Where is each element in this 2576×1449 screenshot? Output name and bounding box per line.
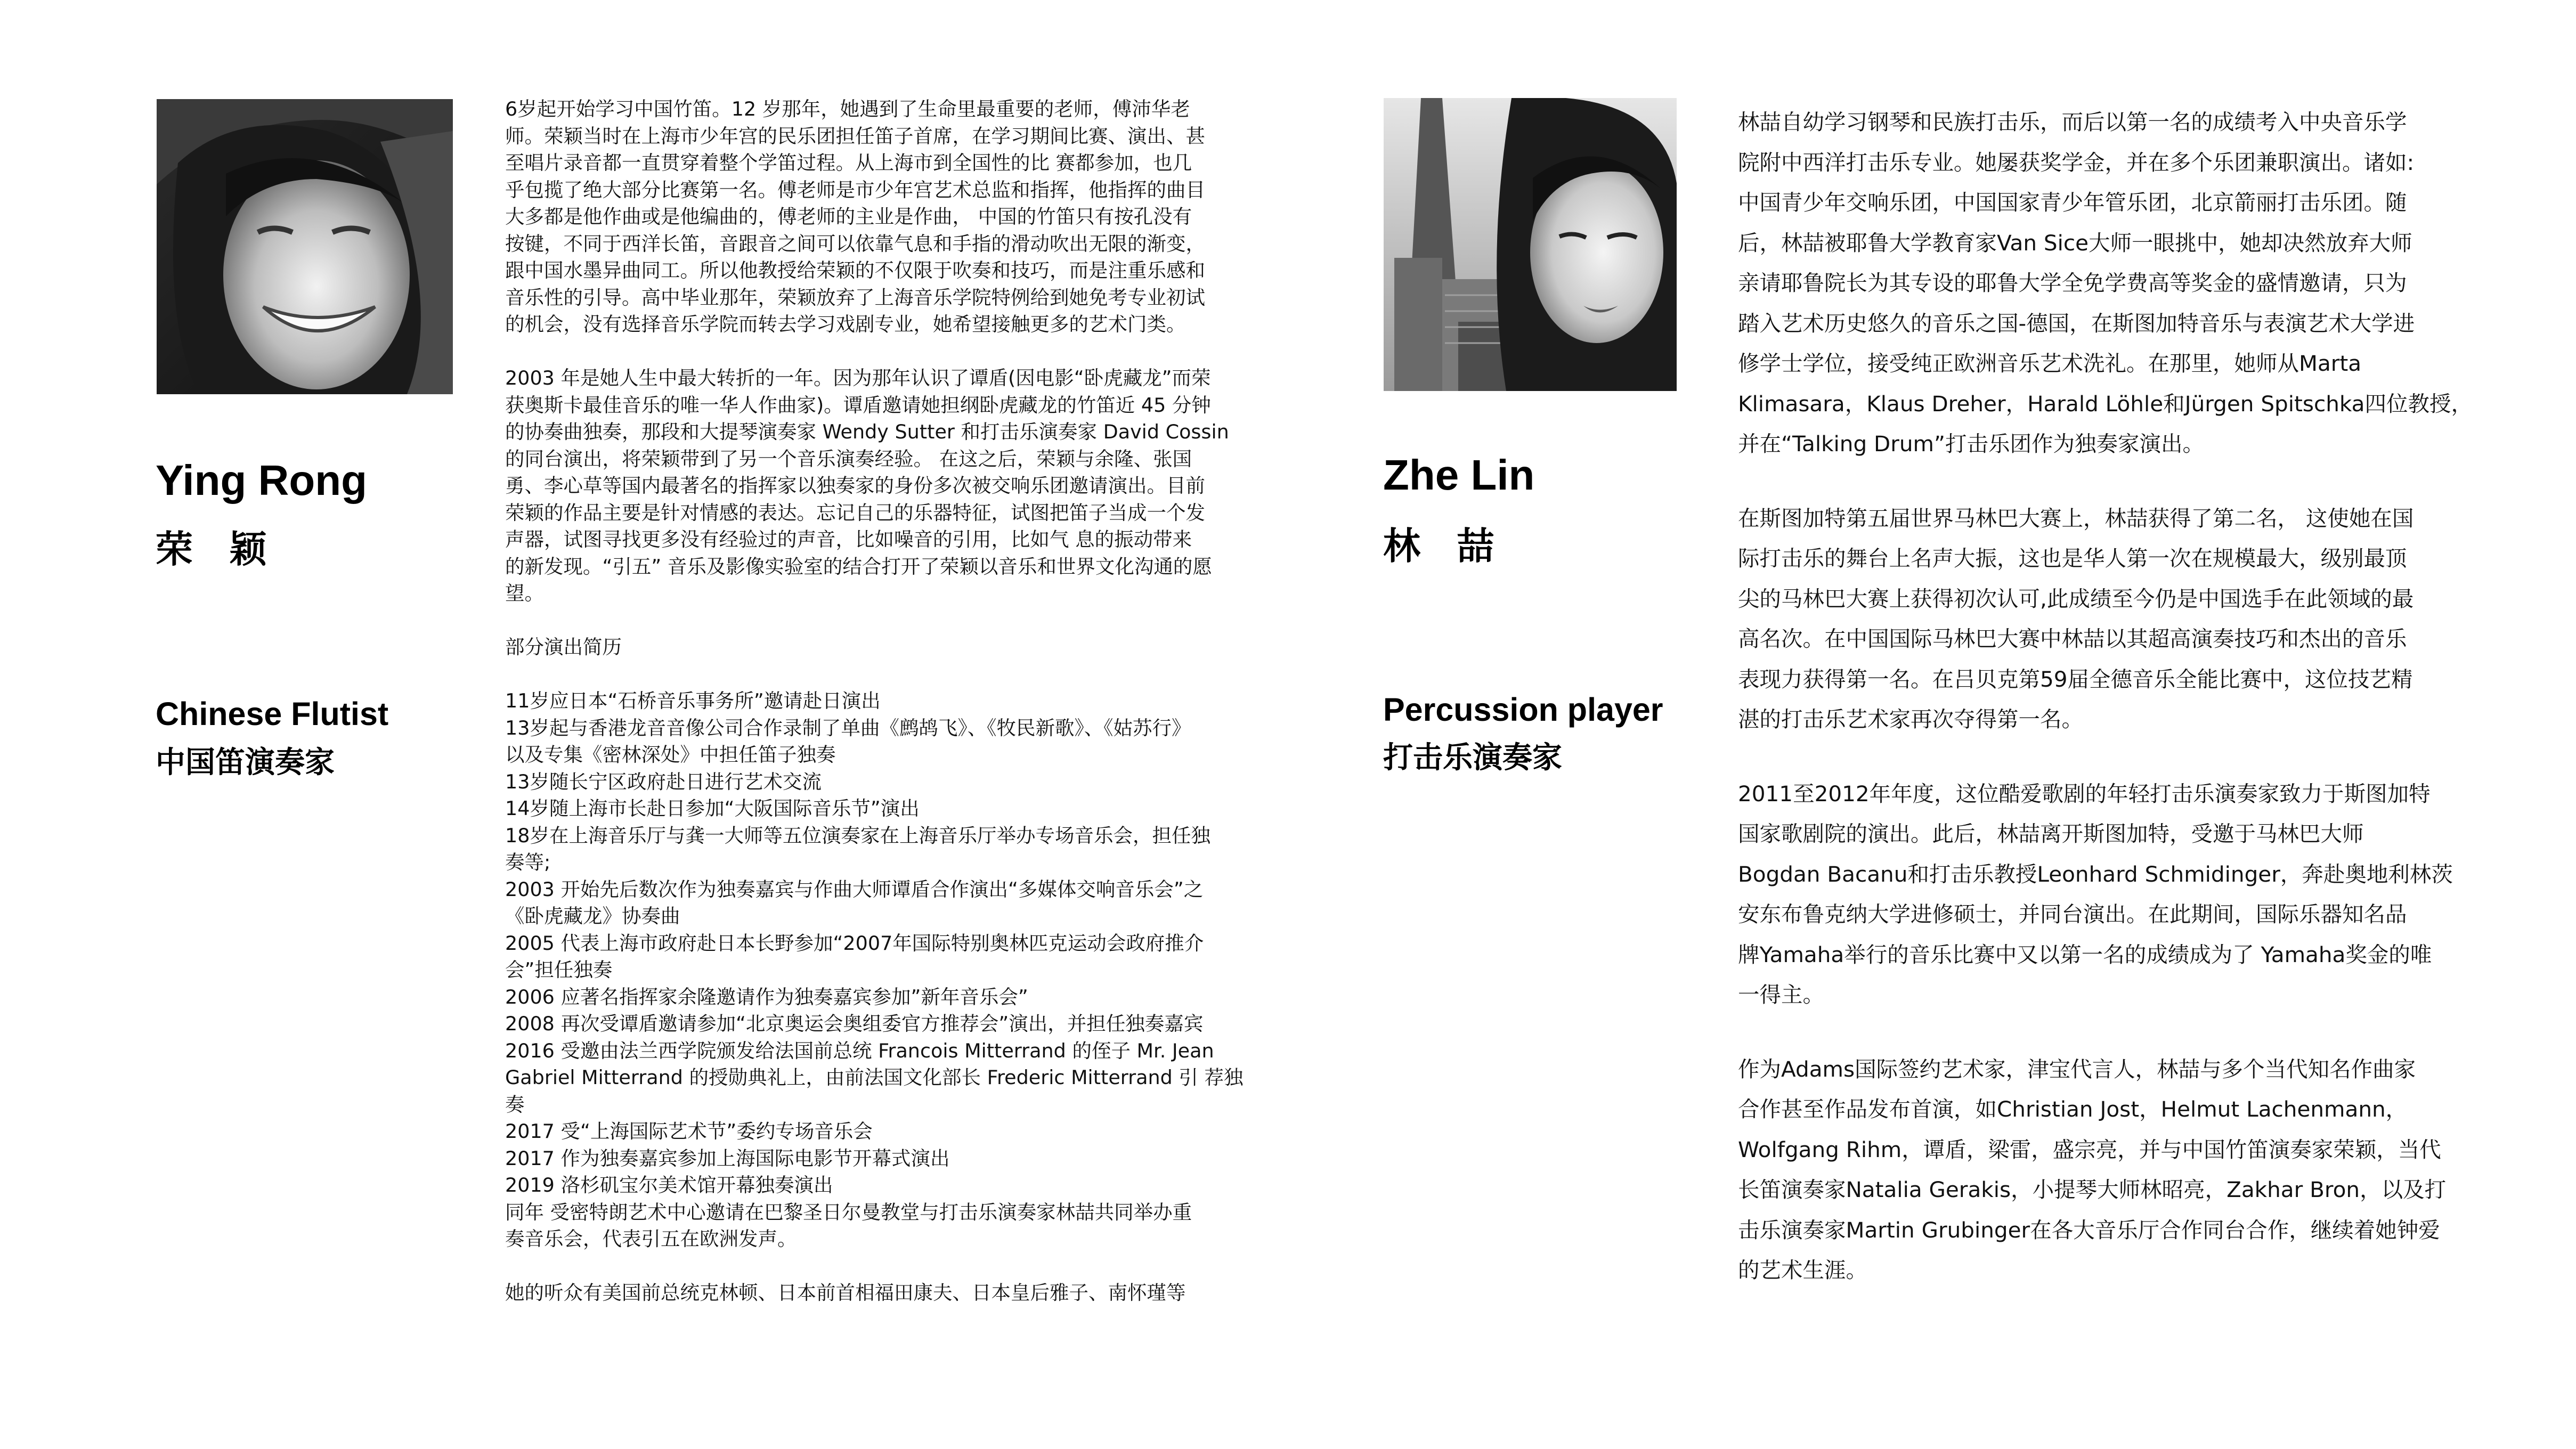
- biography-line: 奏: [505, 1093, 525, 1116]
- biography-line: 同年 受密特朗艺术中心邀请在巴黎圣日尔曼教堂与打击乐演奏家林喆共同举办重: [505, 1200, 1192, 1224]
- biography-line: 并在“Talking Drum”打击乐团作为独奏家演出。: [1738, 431, 2204, 457]
- ying-rong-role-zh: 中国笛演奏家: [156, 745, 335, 780]
- biography-line: 11岁应日本“石桥音乐事务所”邀请赴日演出: [505, 689, 881, 712]
- zhe-lin-name-en: Zhe Lin: [1383, 451, 1535, 499]
- ying-rong-biography: [505, 96, 1295, 1307]
- biography-line: [505, 607, 1295, 634]
- biography-line: 2016 受邀由法兰西学院颁发给法国前总统 Francois Mitterrand 的侄子 Mr. Jean: [505, 1039, 1214, 1062]
- biography-line: [505, 661, 1295, 688]
- biography-line: 6岁起开始学习中国竹笛。12 岁那年，她遇到了生命里最重要的老师，傅沛华老: [505, 97, 1190, 120]
- biography-line: 在斯图加特第五届世界马林巴大赛上，林喆获得了第二名， 这使她在国: [1738, 505, 2414, 531]
- biography-line: 2017 受“上海国际艺术节”委约专场音乐会: [505, 1120, 873, 1143]
- biography-line: 的机会，没有选择音乐学院而转去学习戏剧专业，她希望接触更多的艺术门类。: [505, 313, 1186, 336]
- zhe-lin-name-zh: 林 喆: [1383, 524, 1506, 568]
- biography-line: 2011至2012年年度，这位酷爱歌剧的年轻打击乐演奏家致力于斯图加特: [1738, 780, 2431, 807]
- biography-line: 14岁随上海市长赴日参加“大阪国际音乐节”演出: [505, 797, 920, 820]
- ying-rong-name-en: Ying Rong: [156, 457, 367, 504]
- biography-line: 作为Adams国际签约艺术家，津宝代言人，林喆与多个当代知名作曲家: [1738, 1056, 2416, 1082]
- biography-paragraph: [1738, 102, 2476, 465]
- biography-line: 13岁起与香港龙音音像公司合作录制了单曲《鹧鸪飞》、《牧民新歌》、《姑苏行》: [505, 716, 1191, 739]
- biography-line: 音乐性的引导。高中毕业那年，荣颖放弃了上海音乐学院特例给到她免考专业初试: [505, 286, 1205, 309]
- biography-line: 际打击乐的舞台上名声大振，这也是华人第一次在规模最大，级别最顶: [1738, 546, 2407, 571]
- biography-line: 湛的打击乐艺术家再次夺得第一名。: [1738, 706, 2083, 732]
- biography-line: 的同台演出，将荣颖带到了另一个音乐演奏经验。 在这之后，荣颖与余隆、张国: [505, 447, 1192, 470]
- biography-line: 至唱片录音都一直贯穿着整个学笛过程。从上海市到全国性的比 赛都参加，也几: [505, 151, 1192, 174]
- biography-line: 后，林喆被耶鲁大学教育家Van Sice大师一眼挑中，她却决然放弃大师: [1738, 230, 2412, 256]
- biography-line: 踏入艺术历史悠久的音乐之国-德国，在斯图加特音乐与表演艺术大学进: [1738, 310, 2415, 336]
- biography-line: 勇、李心草等国内最著名的指挥家以独奏家的身份多次被交响乐团邀请演出。目前: [505, 474, 1205, 497]
- biography-line: 2003 开始先后数次作为独奏嘉宾与作曲大师谭盾合作演出“多媒体交响音乐会”之: [505, 877, 1204, 901]
- biography-line: 尖的马林巴大赛上获得初次认可,此成绩至今仍是中国选手在此领域的最: [1738, 585, 2414, 612]
- biography-line: 2008 再次受谭盾邀请参加“北京奥运会奥组委官方推荐会”演出，并担任独奏嘉宾: [505, 1012, 1204, 1035]
- biography-line: 部分演出简历: [505, 636, 622, 658]
- biography-line: [505, 1253, 1295, 1280]
- biography-line: 表现力获得第一名。在吕贝克第59届全德音乐全能比赛中，这位技艺精: [1738, 666, 2413, 692]
- biography-line: 长笛演奏家Natalia Gerakis，小提琴大师林昭亮，Zakhar Bron，以及打: [1738, 1177, 2447, 1202]
- biography-line: 的协奏曲独奏，那段和大提琴演奏家 Wendy Sutter 和打击乐演奏家 David Cossin: [505, 420, 1229, 443]
- biography-line: 13岁随长宁区政府赴日进行艺术交流: [505, 770, 822, 793]
- biography-line: Gabriel Mitterrand 的授勋典礼上，由前法国文化部长 Frederic Mitterrand 引 荐独: [505, 1066, 1244, 1089]
- biography-line: 林喆自幼学习钢琴和民族打击乐，而后以第一名的成绩考入中央音乐学: [1738, 109, 2407, 135]
- biography-line: 跟中国水墨异曲同工。所以他教授给荣颖的不仅限于吹奏和技巧，而是注重乐感和: [505, 259, 1205, 282]
- biography-line: 修学士学位，接受纯正欧洲音乐艺术洗礼。在那里，她师从Marta: [1738, 351, 2362, 376]
- biography-line: 牌Yamaha举行的音乐比赛中又以第一名的成绩成为了 Yamaha奖金的唯: [1738, 941, 2432, 967]
- biography-line: 的艺术生涯。: [1738, 1257, 1867, 1283]
- biography-line: 望。: [505, 582, 544, 605]
- biography-line: 2019 洛杉矶宝尔美术馆开幕独奏演出: [505, 1174, 833, 1196]
- biography-line: 安东布鲁克纳大学进修硕士，并同台演出。在此期间，国际乐器知名品: [1738, 901, 2407, 927]
- ying-rong-role-en: Chinese Flutist: [156, 696, 389, 732]
- biography-line: 高名次。在中国国际马林巴大赛中林喆以其超高演奏技巧和杰出的音乐: [1738, 626, 2407, 652]
- biography-line: 击乐演奏家Martin Grubinger在各大音乐厅合作同台合作，继续着她钟爱: [1738, 1217, 2440, 1243]
- biography-line: 乎包揽了绝大部分比赛第一名。傅老师是市少年宫艺术总监和指挥，他指挥的曲目: [505, 178, 1205, 201]
- biography-line: 她的听众有美国前总统克林顿、日本前首相福田康夫、日本皇后雅子、南怀瑾等: [505, 1281, 1186, 1304]
- biography-line: 中国青少年交响乐团，中国国家青少年管乐团，北京箭丽打击乐团。随: [1738, 190, 2407, 215]
- biography-line: 亲请耶鲁院长为其专设的耶鲁大学全免学费高等奖金的盛情邀请，只为: [1738, 270, 2407, 296]
- biography-line: 一得主。: [1738, 982, 1824, 1007]
- biography-line: 18岁在上海音乐厅与龚一大师等五位演奏家在上海音乐厅举办专场音乐会，担任独: [505, 824, 1210, 847]
- biography-line: 按键，不同于西洋长笛，音跟音之间可以依靠气息和手指的滑动吹出无限的渐变，: [505, 232, 1205, 255]
- biography-line: 院附中西洋打击乐专业。她屡获奖学金，并在多个乐团兼职演出。诸如:: [1738, 149, 2415, 175]
- biography-line: 合作甚至作品发布首演，如Christian Jost，Helmut Lachenmann，: [1738, 1096, 2408, 1122]
- biography-paragraph: [1738, 499, 2476, 740]
- zhe-lin-role-zh: 打击乐演奏家: [1383, 740, 1562, 775]
- biography-line: 荣颖的作品主要是针对情感的表达。忘记自己的乐器特征，试图把笛子当成一个发: [505, 501, 1205, 524]
- ying-rong-portrait: [157, 99, 453, 394]
- biography-line: 师。荣颖当时在上海市少年宫的民乐团担任笛子首席，在学习期间比赛、演出、甚: [505, 124, 1205, 148]
- zhe-lin-biography: [1738, 102, 2476, 1325]
- ying-rong-name-zh: 荣 颖: [156, 527, 279, 571]
- biography-line: 2003 年是她人生中最大转折的一年。因为那年认识了谭盾(因电影“卧虎藏龙”而荣: [505, 367, 1211, 389]
- biography-line: 《卧虎藏龙》协奏曲: [505, 905, 680, 927]
- biography-line: 奏音乐会，代表引五在欧洲发声。: [505, 1227, 797, 1250]
- biography-line: 以及专集《密林深处》中担任笛子独奏: [505, 743, 836, 766]
- biography-paragraph: [1738, 774, 2476, 1015]
- biography-paragraph: [1738, 1049, 2476, 1291]
- biography-line: 的新发现。“引五” 音乐及影像实验室的结合打开了荣颖以音乐和世界文化沟通的愿: [505, 555, 1212, 578]
- biography-line: Klimasara，Klaus Dreher，Harald Löhle和Jürgen Spitschka四位教授，: [1738, 390, 2473, 417]
- biography-line: 国家歌剧院的演出。此后，林喆离开斯图加特，受邀于马林巴大师: [1738, 821, 2364, 846]
- biography-line: 声器，试图寻找更多没有经验过的声音，比如噪音的引用，比如气 息的振动带来: [505, 528, 1192, 551]
- biography-line: 2006 应著名指挥家余隆邀请作为独奏嘉宾参加”新年音乐会”: [505, 985, 1028, 1008]
- biography-line: 奏等;: [505, 851, 551, 874]
- biography-line: [505, 338, 1295, 365]
- zhe-lin-portrait: [1384, 98, 1677, 391]
- biography-line: 2005 代表上海市政府赴日本长野参加“2007年国际特别奥林匹克运动会政府推介: [505, 931, 1204, 955]
- biography-line: 2017 作为独奏嘉宾参加上海国际电影节开幕式演出: [505, 1146, 950, 1170]
- biography-line: 大多都是他作曲或是他编曲的，傅老师的主业是作曲， 中国的竹笛只有按孔没有: [505, 205, 1192, 228]
- biography-line: 会”担任独奏: [505, 958, 613, 981]
- biography-line: 获奥斯卡最佳音乐的唯一华人作曲家)。谭盾邀请她担纲卧虎藏龙的竹笛近 45 分钟: [505, 393, 1211, 417]
- biography-line: Wolfgang Rihm，谭盾，梁雷，盛宗亮，并与中国竹笛演奏家荣颖，当代: [1738, 1136, 2441, 1162]
- biography-line: Bogdan Bacanu和打击乐教授Leonhard Schmidinger，奔赴奥地利林茨: [1738, 861, 2453, 887]
- zhe-lin-role-en: Percussion player: [1383, 691, 1663, 728]
